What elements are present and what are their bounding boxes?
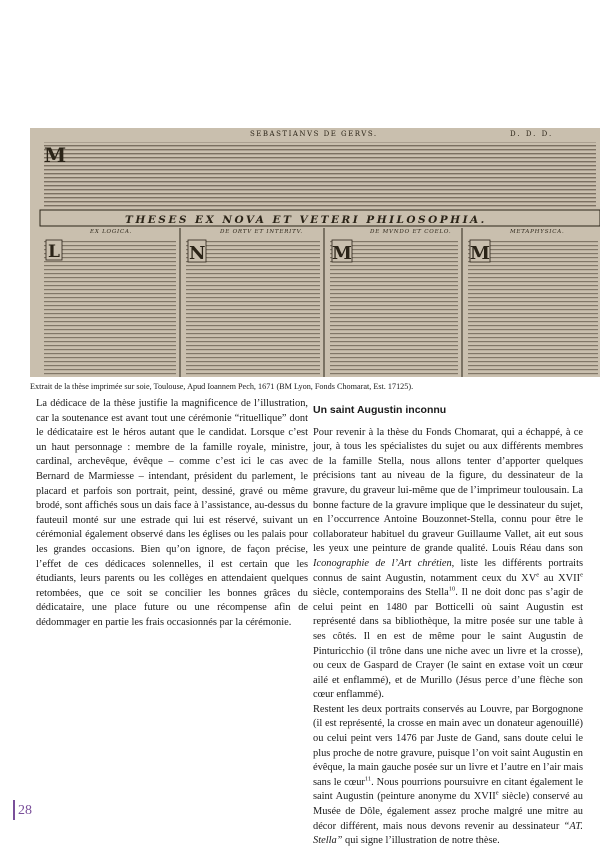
figure-column-head: DE ORTV ET INTERITV. — [220, 229, 303, 235]
svg-text:M: M — [332, 243, 352, 264]
svg-text:N: N — [189, 243, 206, 264]
figure-column-head: DE MVNDO ET COELO. — [370, 229, 452, 235]
paragraph: La dédicace de la thèse justifie la magnificence de l’illustration, car la soutenance est avant tout une cérémonie “rituellique” dont le dédicataire est le héros autant que le candidat. Lorsque c’est un haut personnage : membre de la famille royale, ministre, cardinal, archevêque, évêque – comme c’est ici le cas avec Bernard de Marmiesse – intendant, président du parlement, le placard et parfois son portrait, peint, dessiné, gravé ou même brodé, sont affichés sous un dais face à l’assistance, au-dessus du fauteuil monté sur une estrade qui lui est réservé, suivant un cérémonial également observé dans les églises ou les palais pour les grandes occasions. Bien qu’on ignore, de façon précise, l’effet de ces dédicaces solennelles, il est certain que les étudiants, leurs parents ou les collèges en attendaient quelques retombées, que ce soit se concilier les bonnes grâces du dédicataire, une place future ou une récompense afin de dédommager en partie les frais occasionnés par la cérémonie. — [36, 398, 308, 628]
section-title: Un saint Augustin inconnu — [313, 404, 447, 416]
thesis-texture — [30, 128, 600, 377]
footnote-ref: 10 — [448, 585, 456, 593]
svg-text:M: M — [44, 143, 67, 167]
footnote-ref: 11 — [364, 775, 372, 783]
folio-bar — [13, 800, 15, 820]
figure-banner: THESES EX NOVA ET VETERI PHILOSOPHIA. — [125, 214, 487, 226]
paragraph: Pour revenir à la thèse du Fonds Chomarat, qui a échappé, à ce jour, à tous les spécialistes du sujet ou aux différents membres de la famille Stella, nous allons tenter d’apporter quelques précisions tant au niveau de la figure, du dessinateur de la gravure, du graveur lui-même que de l’imprimeur toulousain. La bonne facture de la gravure implique que le dessinateur du sujet, en l’occurrence Antoine Bouzonnet-Stella, connu pour être le collaborateur habituel du graveur Guillaume Vallet, ait eut sous les yeux une peinture de grande qualité. Louis Réau dans son Iconographie de l’Art chrétien, liste les différents portraits connus de saint Augustin, notamment ceux du XVe au XVIIe siècle, contemporains des Stella$^{10}$. Il ne doit donc pas s’agir de celui peint en 1480 par Botticelli où saint Augustin est représenté dans sa bibliothèque, la mitre posée sur une table à ses côtés. Il en est de même pour le saint Augustin de Pinturicchio (il trône dans une niche avec un livre et la crosse), ou ceux de Gaspard de Crayer (le saint en extase voit un cœur ailé et enflammé), et de Murillo (Jésus perce d’une flèche son cœur enflammé). — [313, 426, 583, 701]
svg-text:L: L — [48, 242, 60, 262]
paragraph: Restent les deux portraits conservés au Louvre, par Borgognone (il est représenté, la crosse en main avec un donateur agenouillé) ou celui peint vers 1476 par Juste de Gand, sans doute celui le plus proche de notre gravure, puisque l’on voit saint Augustin en évêque, la main gauche posée sur un livre et l’autre en l’air mais sans le cœur$^{11}$. Nous pourrions poursuivre en citant également le saint Augustin (peinture anonyme du XVIIe siècle) conservé au Musée de Dôle, également assez proche malgré une mitre au décor différent, mais nous devons revenir au dessinateur “AT. Stella” qui signe l’illustration de notre thèse. — [313, 703, 583, 847]
left-column — [36, 397, 308, 631]
svg-text:M: M — [470, 243, 490, 264]
right-column — [313, 403, 583, 849]
thesis-figure — [30, 128, 600, 377]
figure-column-head: METAPHYSICA. — [510, 229, 565, 235]
figure-column-head: EX LOGICA. — [90, 229, 133, 235]
page-number: 28 — [18, 803, 32, 818]
figure-dedicatee: SEBASTIANVS DE GERVS. — [250, 130, 378, 138]
figure-caption: Extrait de la thèse imprimée sur soie, Toulouse, Apud Ioannem Pech, 1671 (BM Lyon, Fonds Chomarat, Est. 17125). — [30, 382, 414, 391]
figure-dd: D. D. D. — [510, 130, 554, 138]
